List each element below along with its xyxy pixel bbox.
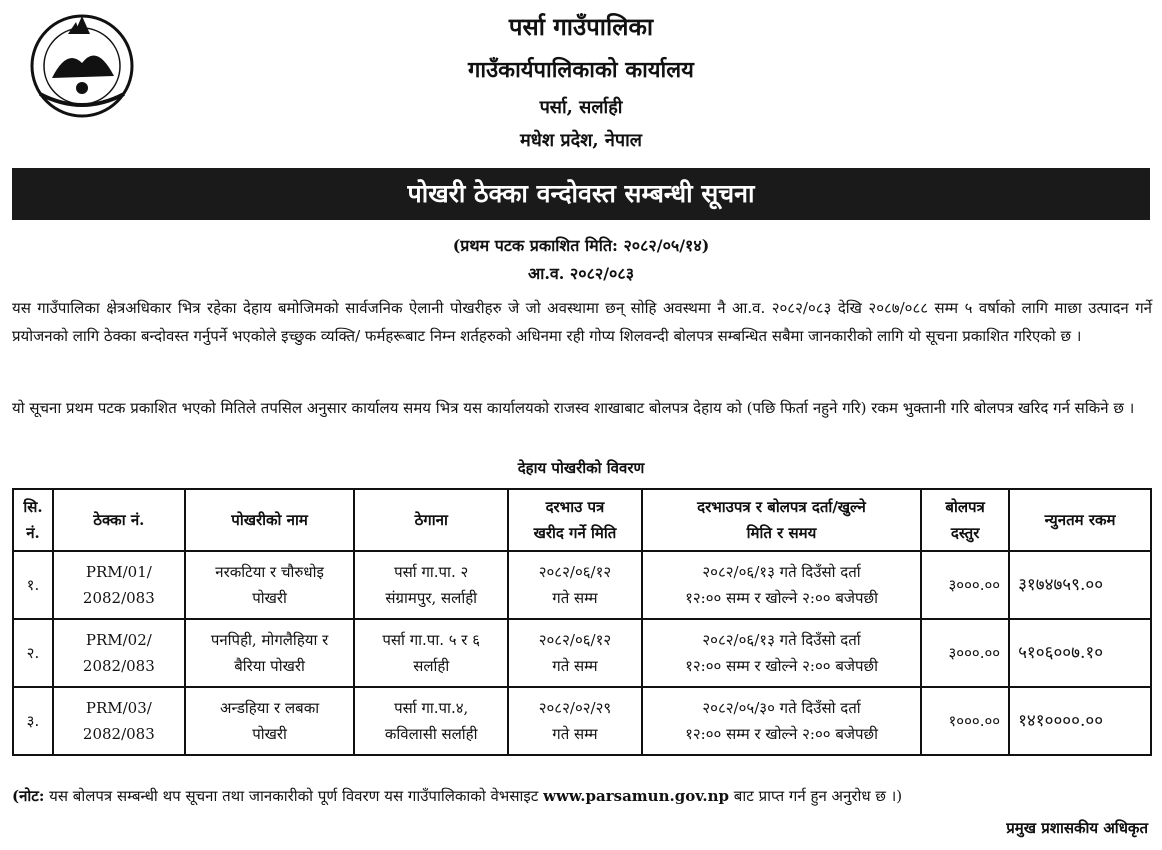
note-tail: बाट प्राप्त गर्न हुन अनुरोध छ ।) <box>729 787 903 805</box>
cell-pond: पनपिही, मोगलैहिया र बैरिया पोखरी <box>185 619 355 687</box>
cell-min-amount: ३१७४७५९.०० <box>1009 551 1151 619</box>
note-text: यस बोलपत्र सम्बन्धी थप सूचना तथा जानकारीको पूर्ण विवरण यस गाउँपालिकाको वेभसाइट <box>44 787 544 805</box>
note-lead: (नोट: <box>12 787 45 805</box>
col-header-address: ठेगाना <box>354 489 508 551</box>
website-link[interactable]: www.parsamun.gov.np <box>543 787 730 805</box>
notice-title-banner: पोखरी ठेक्का वन्दोवस्त सम्बन्धी सूचना <box>12 168 1150 220</box>
pond-details-table <box>12 488 1152 756</box>
cell-submission: २०८२/०५/३० गते दिउँसो दर्ता १२:०० सम्म र खोल्ने २:०० बजेपछी <box>642 687 921 755</box>
cell-min-amount: ५१०६००७.१० <box>1009 619 1151 687</box>
col-header-purchase-date: दरभाउ पत्र खरीद गर्ने मिति <box>508 489 642 551</box>
table-row <box>13 619 1151 687</box>
table-row <box>13 687 1151 755</box>
table-row <box>13 551 1151 619</box>
municipality-name: पर्सा गाउँपालिका <box>508 12 654 41</box>
cell-min-amount: १४१००००.०० <box>1009 687 1151 755</box>
notice-paragraph-2: यो सूचना प्रथम पटक प्रकाशित भएको मितिले तपसिल अनुसार कार्यालय समय भित्र यस कार्यालयको राजस्व शाखाबाट बोलपत्र देहाय को (पछि फिर्ता नहुने गरि) रकम भुक्तानी गरि बोलपत्र खरिद गर्न सकिने छ । <box>12 399 1135 417</box>
fiscal-year: आ.व. २०८२/०८३ <box>527 264 635 283</box>
cell-purchase-date: २०८२/०६/१२ गते सम्म <box>508 551 642 619</box>
cell-submission: २०८२/०६/१३ गते दिउँसो दर्ता १२:०० सम्म र खोल्ने २:०० बजेपछी <box>642 551 921 619</box>
cell-address: पर्सा गा.पा.४, कविलासी सर्लाही <box>354 687 508 755</box>
cell-pond: अन्डहिया र लबका पोखरी <box>185 687 355 755</box>
col-header-contract: ठेक्का नं. <box>53 489 185 551</box>
cell-fee: ३०००.०० <box>921 619 1009 687</box>
cell-sn: २. <box>13 619 53 687</box>
cell-submission: २०८२/०६/१३ गते दिउँसो दर्ता १२:०० सम्म र खोल्ने २:०० बजेपछी <box>642 619 921 687</box>
cell-fee: ३०००.०० <box>921 551 1009 619</box>
col-header-sn: सि. नं. <box>13 489 53 551</box>
table-header-row <box>13 489 1151 551</box>
office-address: पर्सा, सर्लाही <box>539 97 623 118</box>
footer-note <box>12 786 1152 806</box>
cell-sn: १. <box>13 551 53 619</box>
cell-fee: १०००.०० <box>921 687 1009 755</box>
notice-paragraph-1: यस गाउँपालिका क्षेत्रअधिकार भित्र रहेका देहाय बमोजिमको सार्वजनिक ऐलानी पोखरीहरु जे जो अवस्थामा छन् सोहि अवस्थमा नै आ.व. २०८२/०८३ देखि २०८७/०८८ सम्म ५ वर्षाको लागि माछा उत्पादन गर्ने प्रयोजनको लागि ठेक्का बन्दोवस्त गर्नुपर्ने भएकोले इच्छुक व्यक्ति/ फर्महरूबाट निम्न शर्तहरुको अधिनमा रही गोप्य शिलवन्दी बोलपत्र सम्बन्धित सबैमा जानकारीको लागि यो सूचना प्रकाशित गरिएको छ । <box>12 299 1152 345</box>
cell-address: पर्सा गा.पा. २ संग्रामपुर, सर्लाही <box>354 551 508 619</box>
office-name: गाउँकार्यपालिकाको कार्यालय <box>468 57 694 83</box>
col-header-submission: दरभाउपत्र र बोलपत्र दर्ता/खुल्ने मिति र समय <box>642 489 921 551</box>
col-header-pond: पोखरीको नाम <box>185 489 355 551</box>
cell-contract: PRM/01/ 2082/083 <box>53 551 185 619</box>
cell-contract: PRM/03/ 2082/083 <box>53 687 185 755</box>
cell-contract: PRM/02/ 2082/083 <box>53 619 185 687</box>
cell-sn: ३. <box>13 687 53 755</box>
cell-pond: नरकटिया र चौरुधोइ पोखरी <box>185 551 355 619</box>
province-country: मधेश प्रदेश, नेपाल <box>520 130 642 151</box>
cell-purchase-date: २०८२/०२/२९ गते सम्म <box>508 687 642 755</box>
cell-address: पर्सा गा.पा. ५ र ६ सर्लाही <box>354 619 508 687</box>
cell-purchase-date: २०८२/०६/१२ गते सम्म <box>508 619 642 687</box>
table-title: देहाय पोखरीको विवरण <box>517 459 645 477</box>
signature-title: प्रमुख प्रशासकीय अधिकृत <box>1006 819 1148 837</box>
published-date: (प्रथम पटक प्रकाशित मिति: २०८२/०५/१४) <box>452 236 710 255</box>
col-header-fee: बोलपत्र दस्तुर <box>921 489 1009 551</box>
col-header-min-amount: न्युनतम रकम <box>1009 489 1151 551</box>
